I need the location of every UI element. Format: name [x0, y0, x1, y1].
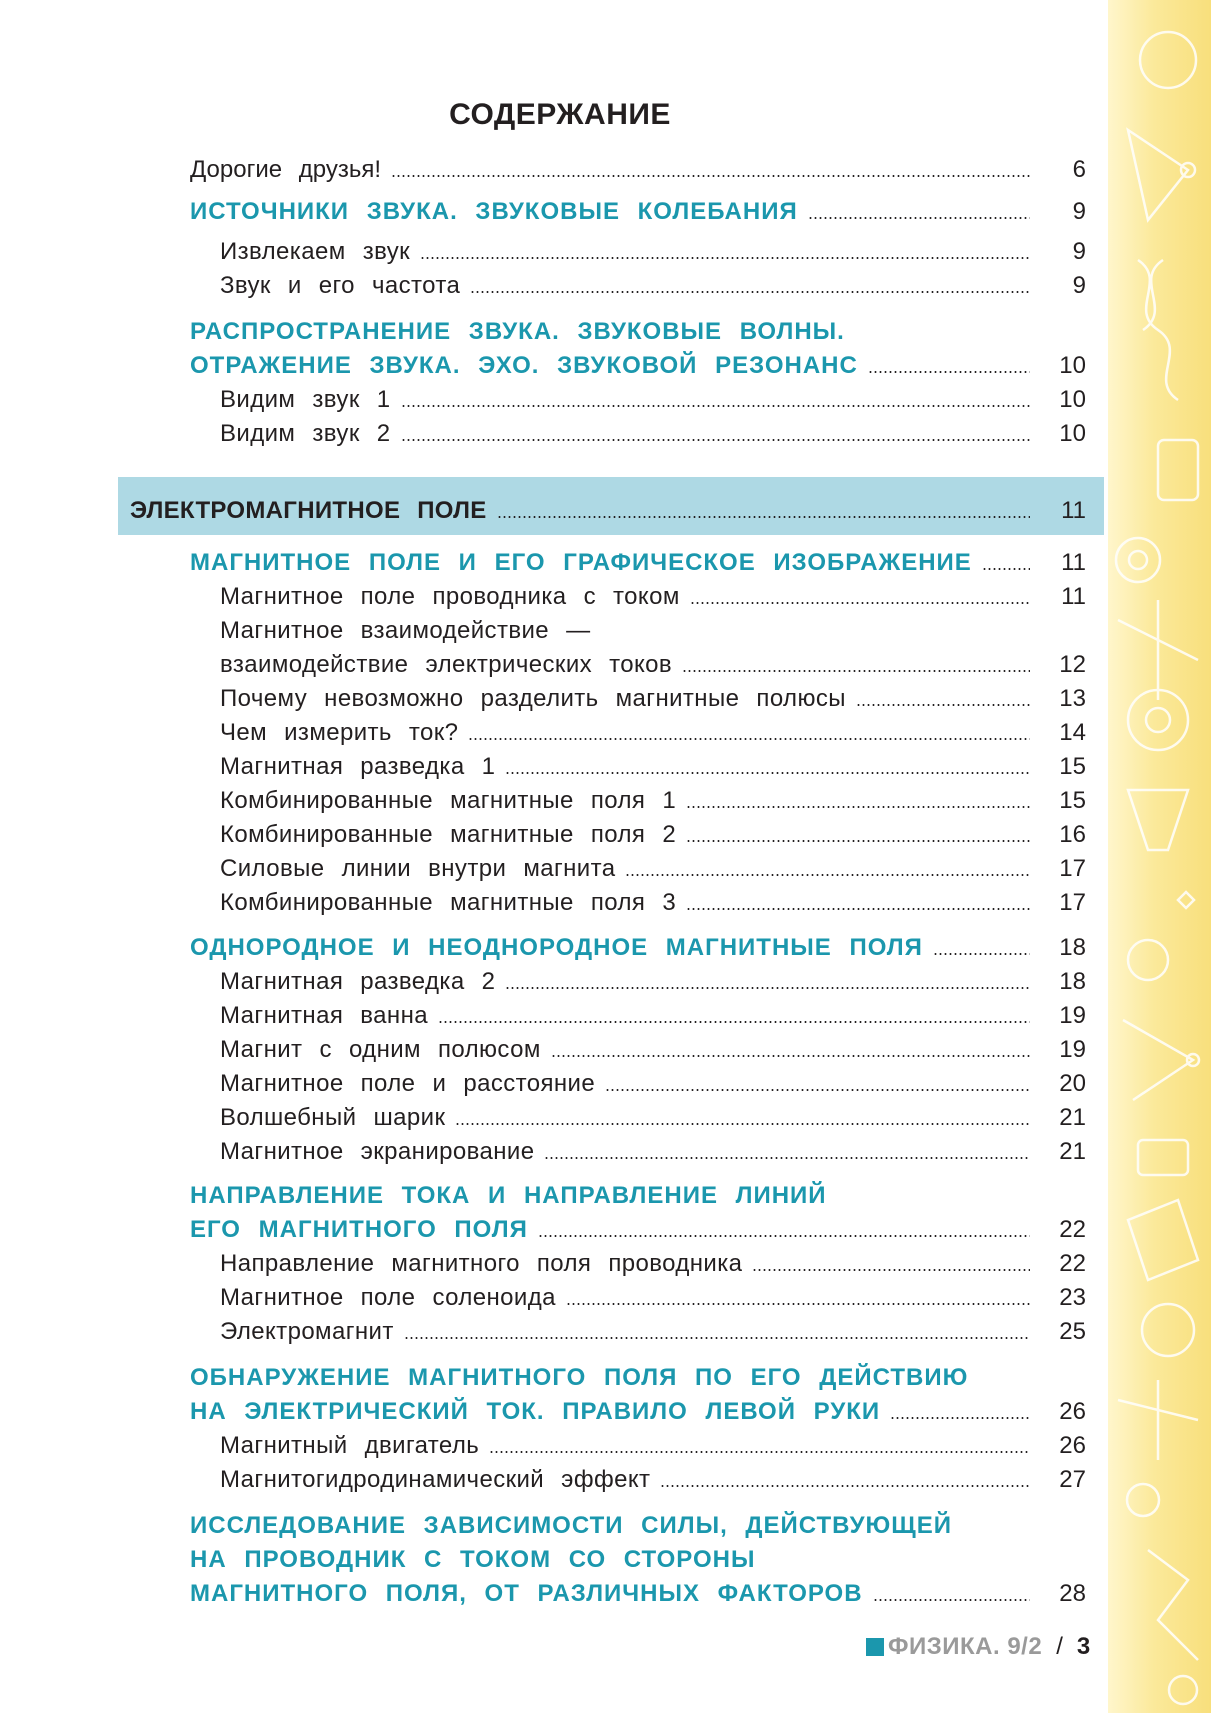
toc-page-number: 13 [1059, 685, 1086, 712]
dot-leader [566, 1303, 1030, 1305]
toc-page-number: 27 [1059, 1466, 1086, 1493]
toc-entry-label: Магнитная разведка 2 [220, 968, 496, 995]
dot-leader [625, 874, 1030, 876]
toc-topic-label: НА ЭЛЕКТРИЧЕСКИЙ ТОК. ПРАВИЛО ЛЕВОЙ РУКИ [190, 1398, 881, 1425]
toc-page-number: 19 [1059, 1002, 1086, 1029]
toc-entry[interactable] [0, 1244, 1108, 1278]
toc-entry[interactable] [0, 962, 1108, 996]
page-number: 3 [1076, 1633, 1091, 1660]
page-title: СОДЕРЖАНИЕ [449, 98, 671, 131]
dot-leader [468, 738, 1030, 740]
toc-entry[interactable] [0, 679, 1108, 713]
toc-entry[interactable] [0, 1426, 1108, 1460]
dot-leader [470, 291, 1030, 293]
toc-entry-label: Видим звук 1 [220, 386, 391, 413]
toc-entry-label: взаимодействие электрических токов [220, 651, 673, 678]
toc-page-number: 20 [1059, 1070, 1086, 1097]
toc-entry[interactable] [0, 380, 1108, 414]
decorative-side-strip [1108, 0, 1211, 1713]
toc-entry[interactable] [0, 1460, 1108, 1494]
toc-section[interactable] [0, 491, 1108, 525]
toc-page-number: 10 [1059, 420, 1086, 447]
dot-leader [690, 602, 1030, 604]
toc-topic[interactable] [0, 928, 1108, 962]
dot-leader [420, 257, 1030, 259]
toc-page-number: 26 [1059, 1432, 1086, 1459]
toc-entry-label: Электромагнит [220, 1318, 394, 1345]
toc-topic[interactable] [0, 1574, 1108, 1608]
toc-entry[interactable] [0, 1030, 1108, 1064]
dot-leader [808, 217, 1030, 219]
toc-page-number: 14 [1059, 719, 1086, 746]
toc-topic[interactable] [0, 192, 1108, 226]
toc-page-number: 19 [1059, 1036, 1086, 1063]
toc-entry-label: Чем измерить ток? [220, 719, 459, 746]
toc-entry-label: Магнитная ванна [220, 1002, 428, 1029]
toc-page-number: 18 [1059, 968, 1086, 995]
toc-entry-label: Магнитное поле соленоида [220, 1284, 556, 1311]
toc-entry[interactable] [0, 849, 1108, 883]
toc-page-number: 18 [1059, 934, 1086, 961]
toc-entry-label: Магнитный двигатель [220, 1432, 480, 1459]
toc-page-number: 28 [1059, 1580, 1086, 1607]
dot-leader [538, 1235, 1030, 1237]
toc-page-number: 23 [1059, 1284, 1086, 1311]
toc-page-number: 6 [1072, 156, 1086, 183]
footer-separator: / [1056, 1633, 1063, 1660]
toc-entry[interactable] [0, 414, 1108, 448]
dot-leader [752, 1269, 1030, 1271]
toc-entry-label: Дорогие друзья! [190, 156, 381, 183]
toc-entry-label: Извлекаем звук [220, 238, 411, 265]
dot-leader [982, 568, 1030, 570]
toc-entry[interactable] [0, 232, 1108, 266]
dot-leader [489, 1451, 1030, 1453]
toc-page-number: 21 [1059, 1104, 1086, 1131]
toc-page-number: 11 [1061, 497, 1086, 524]
toc-entry[interactable] [0, 150, 1108, 184]
toc-entry[interactable] [0, 1098, 1108, 1132]
dot-leader [873, 1599, 1030, 1601]
toc-page-number: 16 [1059, 821, 1086, 848]
dot-leader [551, 1055, 1030, 1057]
page-footer [866, 1632, 1090, 1662]
dot-leader [404, 1337, 1030, 1339]
toc-topic[interactable] [0, 1506, 1108, 1540]
dot-leader [682, 670, 1030, 672]
dot-leader [544, 1157, 1030, 1159]
toc-entry[interactable] [0, 713, 1108, 747]
book-title: ФИЗИКА. 9/2 [888, 1633, 1043, 1660]
toc-entry[interactable] [0, 1132, 1108, 1166]
toc-entry[interactable] [0, 781, 1108, 815]
dot-leader [933, 953, 1030, 955]
toc-entry-label: Силовые линии внутри магнита [220, 855, 616, 882]
dot-leader [686, 840, 1030, 842]
toc-entry[interactable] [0, 611, 1108, 645]
toc-page-number: 9 [1072, 272, 1086, 299]
footer-square-icon [866, 1638, 884, 1656]
toc-topic[interactable] [0, 1392, 1108, 1426]
dot-leader [401, 405, 1030, 407]
toc-topic-label: ИСТОЧНИКИ ЗВУКА. ЗВУКОВЫЕ КОЛЕБАНИЯ [190, 198, 798, 225]
toc-topic[interactable] [0, 1540, 1108, 1574]
dot-leader [505, 987, 1030, 989]
dot-leader [438, 1021, 1030, 1023]
toc-topic[interactable] [0, 312, 1108, 346]
dot-leader [401, 439, 1030, 441]
toc-entry-label: Комбинированные магнитные поля 3 [220, 889, 677, 916]
toc-entry[interactable] [0, 883, 1108, 917]
toc-page-number: 11 [1061, 583, 1086, 610]
toc-entry-label: Магнитное взаимодействие — [220, 617, 591, 644]
toc-entry-label: Звук и его частота [220, 272, 461, 299]
toc-page-number: 9 [1072, 238, 1086, 265]
toc-topic-label: ЕГО МАГНИТНОГО ПОЛЯ [190, 1216, 528, 1243]
toc-page-number: 12 [1059, 651, 1086, 678]
toc-entry[interactable] [0, 747, 1108, 781]
toc-page-number: 26 [1059, 1398, 1086, 1425]
toc-topic-label: МАГНИТНОГО ПОЛЯ, ОТ РАЗЛИЧНЫХ ФАКТОРОВ [190, 1580, 863, 1607]
dot-leader [660, 1485, 1030, 1487]
toc-entry[interactable] [0, 1064, 1108, 1098]
toc-page-number: 21 [1059, 1138, 1086, 1165]
toc-entry-label: Магнитогидродинамический эффект [220, 1466, 651, 1493]
toc-page-number: 11 [1061, 549, 1086, 576]
toc-topic[interactable] [0, 346, 1108, 380]
toc-page-number: 22 [1059, 1216, 1086, 1243]
dot-leader [455, 1123, 1030, 1125]
dot-leader [890, 1417, 1030, 1419]
toc-page-number: 9 [1072, 198, 1086, 225]
toc-entry[interactable] [0, 815, 1108, 849]
toc-entry-label: Комбинированные магнитные поля 1 [220, 787, 677, 814]
toc-page-number: 10 [1059, 386, 1086, 413]
toc-topic[interactable] [0, 1210, 1108, 1244]
science-doodles-icon [1108, 0, 1211, 1713]
toc-entry-label: Направление магнитного поля проводника [220, 1250, 743, 1277]
toc-topic[interactable] [0, 543, 1108, 577]
toc-page-number: 15 [1059, 753, 1086, 780]
dot-leader [605, 1089, 1030, 1091]
toc-entry[interactable] [0, 996, 1108, 1030]
toc-topic[interactable] [0, 1358, 1108, 1392]
toc-page-number: 15 [1059, 787, 1086, 814]
toc-entry[interactable] [0, 577, 1108, 611]
toc-page-number: 22 [1059, 1250, 1086, 1277]
toc-entry-label: Магнитная разведка 1 [220, 753, 496, 780]
toc-entry-label: Магнитное экранирование [220, 1138, 535, 1165]
toc-page-number: 17 [1059, 889, 1086, 916]
toc-section-label: ЭЛЕКТРОМАГНИТНОЕ ПОЛЕ [130, 497, 487, 524]
toc-topic-label: МАГНИТНОЕ ПОЛЕ И ЕГО ГРАФИЧЕСКОЕ ИЗОБРАЖЕНИЕ [190, 549, 972, 576]
toc-topic-label: НАПРАВЛЕНИЕ ТОКА И НАПРАВЛЕНИЕ ЛИНИЙ [190, 1182, 827, 1209]
dot-leader [497, 516, 1030, 518]
toc-topic-label: ИССЛЕДОВАНИЕ ЗАВИСИМОСТИ СИЛЫ, ДЕЙСТВУЮЩЕЙ [190, 1512, 952, 1539]
dot-leader [686, 806, 1030, 808]
toc-topic-label: ОДНОРОДНОЕ И НЕОДНОРОДНОЕ МАГНИТНЫЕ ПОЛЯ [190, 934, 923, 961]
toc-page-number: 25 [1059, 1318, 1086, 1345]
dot-leader [505, 772, 1030, 774]
toc-entry-label: Магнитное поле проводника с током [220, 583, 680, 610]
toc-entry-label: Волшебный шарик [220, 1104, 446, 1131]
toc-entry-label: Почему невозможно разделить магнитные полюсы [220, 685, 846, 712]
toc-page-number: 17 [1059, 855, 1086, 882]
dot-leader [686, 908, 1030, 910]
toc-topic-label: ОБНАРУЖЕНИЕ МАГНИТНОГО ПОЛЯ ПО ЕГО ДЕЙСТВИЮ [190, 1364, 969, 1391]
toc-topic-label: РАСПРОСТРАНЕНИЕ ЗВУКА. ЗВУКОВЫЕ ВОЛНЫ. [190, 318, 845, 345]
toc-entry-label: Магнитное поле и расстояние [220, 1070, 596, 1097]
toc-topic-label: НА ПРОВОДНИК С ТОКОМ СО СТОРОНЫ [190, 1546, 756, 1573]
toc-topic-label: ОТРАЖЕНИЕ ЗВУКА. ЭХО. ЗВУКОВОЙ РЕЗОНАНС [190, 352, 858, 379]
toc-entry[interactable] [0, 645, 1108, 679]
toc-topic[interactable] [0, 1176, 1108, 1210]
toc-entry-label: Магнит с одним полюсом [220, 1036, 541, 1063]
dot-leader [868, 371, 1030, 373]
dot-leader [856, 704, 1030, 706]
toc-entry[interactable] [0, 1278, 1108, 1312]
toc-entry[interactable] [0, 266, 1108, 300]
dot-leader [391, 175, 1030, 177]
toc-entry[interactable] [0, 1312, 1108, 1346]
toc-entry-label: Комбинированные магнитные поля 2 [220, 821, 677, 848]
toc-entry-label: Видим звук 2 [220, 420, 391, 447]
toc-page-number: 10 [1059, 352, 1086, 379]
